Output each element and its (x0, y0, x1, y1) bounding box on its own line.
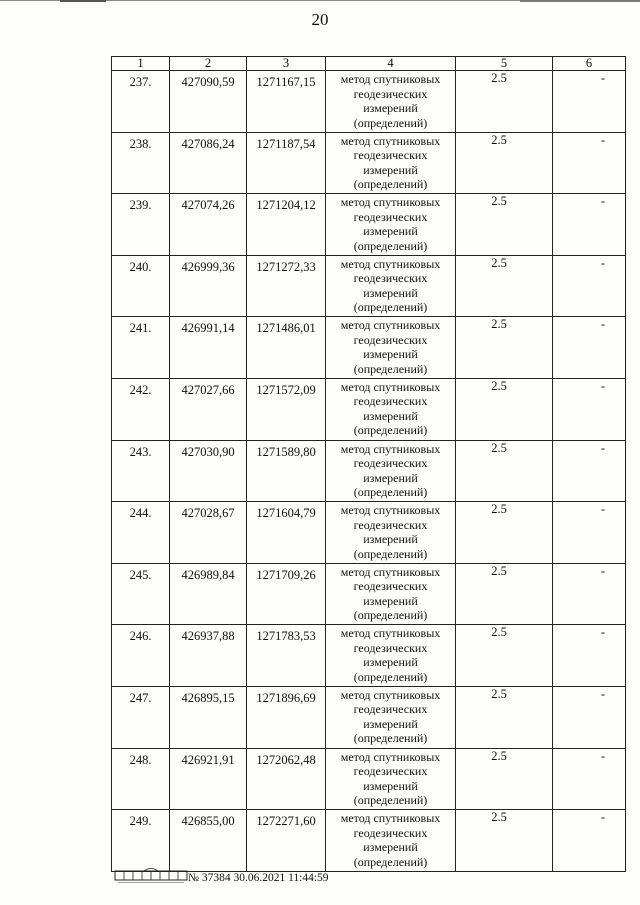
cell-coordinate-x: 426895,15 (170, 686, 247, 748)
table-row (112, 625, 626, 687)
cell-point-number: 242. (112, 378, 170, 440)
cell-note: - (553, 748, 626, 810)
cell-accuracy: 2.5 (456, 71, 553, 133)
cell-method: метод спутниковых геодезических измерений (определений) (326, 317, 456, 379)
cell-point-number: 243. (112, 440, 170, 502)
table-row (112, 748, 626, 810)
table-row (112, 440, 626, 502)
cell-method: метод спутниковых геодезических измерений (определений) (326, 132, 456, 194)
column-header-number: 1 (112, 57, 170, 71)
cell-point-number: 245. (112, 563, 170, 625)
page-number: 20 (311, 10, 329, 29)
column-header-y: 3 (247, 57, 326, 71)
cell-coordinate-y: 1271204,12 (247, 194, 326, 256)
registry-stamp-icon (114, 868, 188, 884)
cell-method: метод спутниковых геодезических измерений (определений) (326, 255, 456, 317)
table-row (112, 132, 626, 194)
cell-note: - (553, 194, 626, 256)
registration-number: № 37384 30.06.2021 11:44:59 (188, 872, 329, 884)
cell-coordinate-y: 1271486,01 (247, 317, 326, 379)
cell-point-number: 240. (112, 255, 170, 317)
cell-coordinate-x: 426991,14 (170, 317, 247, 379)
coordinates-table (111, 56, 626, 872)
cell-point-number: 238. (112, 132, 170, 194)
cell-point-number: 248. (112, 748, 170, 810)
cell-accuracy: 2.5 (456, 255, 553, 317)
cell-method: метод спутниковых геодезических измерений (определений) (326, 502, 456, 564)
cell-note: - (553, 563, 626, 625)
cell-coordinate-x: 426921,91 (170, 748, 247, 810)
cell-coordinate-y: 1271709,26 (247, 563, 326, 625)
cell-accuracy: 2.5 (456, 748, 553, 810)
cell-note: - (553, 810, 626, 872)
cell-accuracy: 2.5 (456, 625, 553, 687)
cell-note: - (553, 502, 626, 564)
cell-accuracy: 2.5 (456, 810, 553, 872)
cell-coordinate-y: 1271896,69 (247, 686, 326, 748)
cell-accuracy: 2.5 (456, 194, 553, 256)
cell-coordinate-y: 1271589,80 (247, 440, 326, 502)
cell-coordinate-y: 1271187,54 (247, 132, 326, 194)
table-row (112, 255, 626, 317)
column-header-x: 2 (170, 57, 247, 71)
cell-method: метод спутниковых геодезических измерений (определений) (326, 563, 456, 625)
cell-coordinate-x: 427030,90 (170, 440, 247, 502)
cell-note: - (553, 317, 626, 379)
cell-coordinate-y: 1271604,79 (247, 502, 326, 564)
column-header-note: 6 (553, 57, 626, 71)
cell-coordinate-x: 427090,59 (170, 71, 247, 133)
cell-accuracy: 2.5 (456, 378, 553, 440)
cell-point-number: 246. (112, 625, 170, 687)
cell-method: метод спутниковых геодезических измерений (определений) (326, 748, 456, 810)
cell-coordinate-x: 426989,84 (170, 563, 247, 625)
cell-point-number: 237. (112, 71, 170, 133)
column-header-method: 4 (326, 57, 456, 71)
document-footer (100, 862, 400, 892)
cell-note: - (553, 625, 626, 687)
cell-note: - (553, 686, 626, 748)
table-row (112, 502, 626, 564)
cell-coordinate-y: 1271783,53 (247, 625, 326, 687)
column-header-accuracy: 5 (456, 57, 553, 71)
cell-point-number: 247. (112, 686, 170, 748)
table-row (112, 563, 626, 625)
table-row (112, 317, 626, 379)
cell-coordinate-x: 426999,36 (170, 255, 247, 317)
table-row (112, 378, 626, 440)
cell-accuracy: 2.5 (456, 317, 553, 379)
cell-coordinate-y: 1272062,48 (247, 748, 326, 810)
table-row (112, 686, 626, 748)
cell-accuracy: 2.5 (456, 686, 553, 748)
cell-coordinate-x: 426937,88 (170, 625, 247, 687)
cell-coordinate-y: 1272271,60 (247, 810, 326, 872)
cell-accuracy: 2.5 (456, 132, 553, 194)
cell-point-number: 249. (112, 810, 170, 872)
cell-note: - (553, 255, 626, 317)
cell-method: метод спутниковых геодезических измерений (определений) (326, 625, 456, 687)
cell-point-number: 244. (112, 502, 170, 564)
cell-method: метод спутниковых геодезических измерений (определений) (326, 71, 456, 133)
cell-coordinate-x: 427028,67 (170, 502, 247, 564)
table-header-row (112, 57, 626, 71)
cell-coordinate-y: 1271572,09 (247, 378, 326, 440)
cell-note: - (553, 71, 626, 133)
cell-method: метод спутниковых геодезических измерений (определений) (326, 686, 456, 748)
cell-method: метод спутниковых геодезических измерений (определений) (326, 378, 456, 440)
cell-note: - (553, 378, 626, 440)
cell-point-number: 241. (112, 317, 170, 379)
cell-coordinate-x: 427086,24 (170, 132, 247, 194)
cell-coordinate-y: 1271167,15 (247, 71, 326, 133)
table-body (112, 71, 626, 872)
table-row (112, 71, 626, 133)
scan-artifact (520, 0, 640, 2)
cell-note: - (553, 132, 626, 194)
scan-artifact (60, 0, 106, 2)
cell-point-number: 239. (112, 194, 170, 256)
cell-accuracy: 2.5 (456, 440, 553, 502)
cell-note: - (553, 440, 626, 502)
cell-accuracy: 2.5 (456, 563, 553, 625)
cell-coordinate-y: 1271272,33 (247, 255, 326, 317)
cell-coordinate-x: 426855,00 (170, 810, 247, 872)
cell-method: метод спутниковых геодезических измерений (определений) (326, 440, 456, 502)
cell-coordinate-x: 427074,26 (170, 194, 247, 256)
cell-accuracy: 2.5 (456, 502, 553, 564)
cell-coordinate-x: 427027,66 (170, 378, 247, 440)
table-row (112, 194, 626, 256)
cell-method: метод спутниковых геодезических измерений (определений) (326, 194, 456, 256)
cell-method: метод спутниковых геодезических измерений (определений) (326, 810, 456, 872)
